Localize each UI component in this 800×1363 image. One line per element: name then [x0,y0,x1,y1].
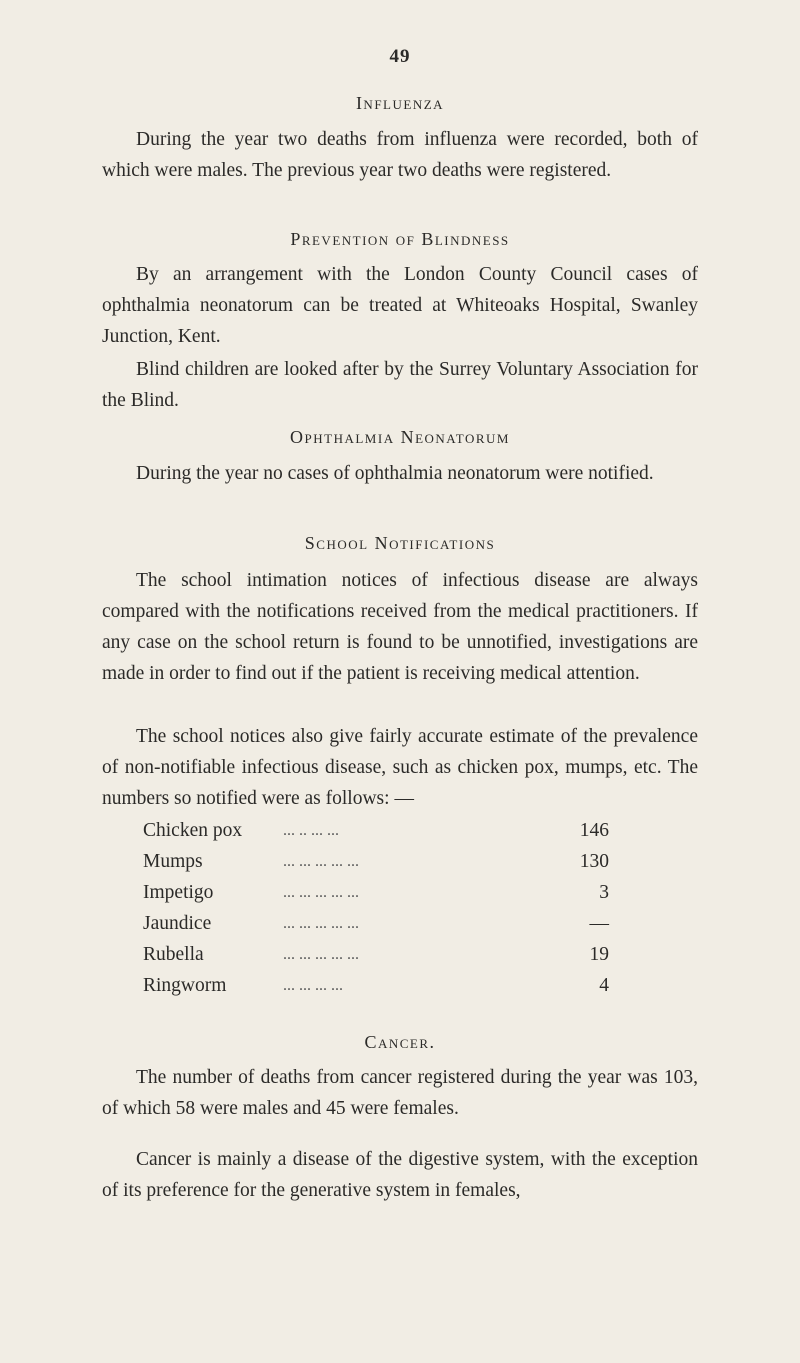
blindness-text-1: By an arrangement with the London County Council cases of ophthalmia neonatorum can be treated at Whiteoaks Hospital, Swanley Junction, Kent. [102,264,698,347]
disease-name: Rubella [143,944,204,965]
disease-count: 19 [589,944,609,965]
leader-dots: ... .. ... ... [283,822,339,839]
table-row [143,877,609,908]
heading-influenza: Influenza [355,93,445,113]
leader-dots: ... ... ... ... ... [283,853,359,870]
table-row [143,815,609,846]
leader-dots: ... ... ... ... [283,977,343,994]
leader-dots: ... ... ... ... ... [283,915,359,932]
disease-name: Mumps [143,851,203,872]
leader-dots: ... ... ... ... ... [283,884,359,901]
heading-school-notifications: School Notifications [304,533,496,553]
table-row [143,939,609,970]
disease-name: Ringworm [143,975,227,996]
cancer-text-1: The number of deaths from cancer registered during the year was 103, of which 58 were males and 45 were females. [102,1067,698,1119]
cancer-paragraph-2 [102,1144,698,1206]
blindness-paragraph-1 [102,259,698,352]
notifications-table [143,815,609,1001]
influenza-paragraph [102,124,698,186]
cancer-paragraph-1 [102,1062,698,1124]
disease-count: 146 [579,820,609,841]
table-row [143,970,609,1001]
disease-count: 130 [579,851,609,872]
school-paragraph-1 [102,565,698,689]
disease-count: 4 [599,975,609,996]
table-row [143,908,609,939]
disease-name: Impetigo [143,882,214,903]
heading-cancer: Cancer. [364,1032,436,1052]
disease-name: Jaundice [143,913,212,934]
disease-name: Chicken pox [143,820,243,841]
disease-count: 3 [599,882,609,903]
heading-prevention-of-blindness: Prevention of Blindness [290,229,510,249]
ophthalmia-paragraph [102,458,698,489]
blindness-paragraph-2 [102,354,698,416]
ophthalmia-text: During the year no cases of ophthalmia neonatorum were notified. [136,463,654,484]
blindness-text-2: Blind children are looked after by the Surrey Voluntary Association for the Blind. [102,359,698,411]
heading-ophthalmia-neonatorum: Ophthalmia Neonatorum [290,427,510,447]
influenza-text: During the year two deaths from influenza were recorded, both of which were males. The previous year two deaths were registered. [102,129,698,181]
cancer-text-2: Cancer is mainly a disease of the digestive system, with the exception of its preference for the generative system in females, [102,1149,698,1201]
disease-count: — [589,913,609,934]
page-number: 49 [389,46,411,67]
school-text-2: The school notices also give fairly accurate estimate of the prevalence of non-notifiable infectious disease, such as chicken pox, mumps, etc. The numbers so notified were as follows: — [102,726,698,809]
school-paragraph-2 [102,721,698,814]
leader-dots: ... ... ... ... ... [283,946,359,963]
table-row [143,846,609,877]
school-text-1: The school intimation notices of infectious disease are always compared with the notifications received from the medical practitioners. If any case on the school return is found to be unnotified, investigations are made in order to find out if the patient is receiving medical attention. [102,570,698,684]
